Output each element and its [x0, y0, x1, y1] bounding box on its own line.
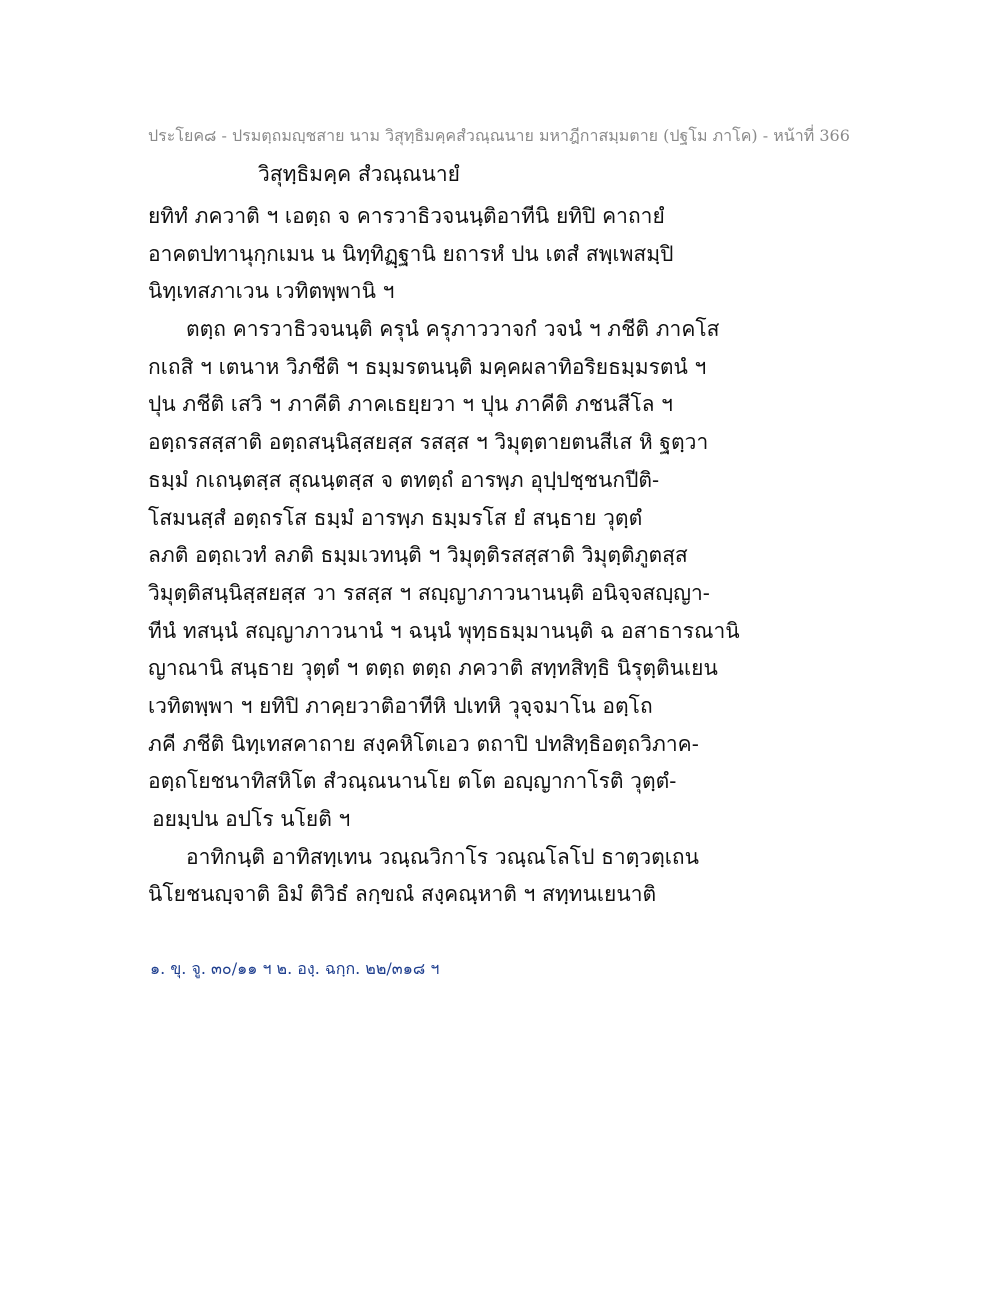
text-line: โสมนสฺสํ อตฺถรโส ธมฺมํ อารพฺภ ธมฺมรโส ยํ สนฺธาย วุตฺตํ [148, 505, 643, 530]
text-line: เวทิตพฺพา ฯ ยทิปิ ภาคฺยวาติอาทีหิ ปเทหิ วุจฺจมาโน อตฺโถ [148, 693, 653, 718]
text-line: กเถสิ ฯ เตนาห วิภชีติ ฯ ธมฺมรตนนฺติ มคฺคผลาทิอริยธมฺมรตนํ ฯ [148, 354, 707, 379]
paragraph-first-line: อาทิกนฺติ อาทิสทฺเทน วณฺณวิกาโร วณฺณโลโป ธาตฺวตฺเถน [186, 844, 699, 869]
text-line: อตฺถรสสฺสาติ อตฺถสนฺนิสฺสยสฺส รสสฺส ฯ วิมุตฺตายตนสีเส หิ ฐตฺวา [148, 430, 709, 455]
text-line: นิโยชนญฺจาติ อิมํ ติวิธํ ลกฺขณํ สงฺคณฺหาติ ฯ สทฺทนเยนาติ [148, 882, 657, 907]
text-line: ปุน ภชีติ เสวิ ฯ ภาคีติ ภาคเธยฺยวา ฯ ปุน ภาคีติ ภชนสีโล ฯ [148, 392, 673, 417]
body-text [148, 198, 868, 914]
footnote: ๑. ขุ. จู. ๓๐/๑๑ ฯ ๒. องฺ. ฉกฺก. ๒๒/๓๑๘ ฯ [150, 959, 440, 978]
text-line: ญาณานิ สนฺธาย วุตฺตํ ฯ ตตฺถ ตตฺถ ภควาติ สทฺทสิทฺธิ นิรุตฺตินเยน [148, 656, 718, 681]
text-line: ทีนํ ทสนฺนํ สญฺญาภาวนานํ ฯ ฉนฺนํ พุทฺธธมฺมานนฺติ ฉ อสาธารณานิ [148, 618, 740, 643]
text-line: ลภติ อตฺถเวทํ ลภติ ธมฺมเวทนฺติ ฯ วิมุตฺติรสสฺสาติ วิมุตฺติภูตสฺส [148, 543, 688, 568]
text-line: ภคี ภชีติ นิทฺเทสคาถาย สงฺคหิโตเอว ตถาปิ ปทสิทฺธิอตฺถวิภาค- [148, 731, 699, 756]
text-line: อาคตปทานุกฺกเมน น นิทฺทิฏฺฐานิ ยถารหํ ปน เตสํ สพฺเพสมฺปิ [148, 241, 674, 266]
page-running-header: ประโยค๘ - ปรมตฺถมญฺชสาย นาม วิสุทฺธิมคฺคสํวณฺณนาย มหาฎีกาสมฺมตาย (ปฐโม ภาโค) - หน้าที่ 366 [148, 126, 850, 145]
text-line: ยทิทํ ภควาติ ฯ เอตฺถ จ คารวาธิวจนนฺติอาทีนิ ยทิปิ คาถายํ [148, 204, 665, 228]
text-line: อตฺถโยชนาทิสหิโต สํวณฺณนานโย ตโต อญฺญากาโรติ วุตฺตํ- [148, 769, 677, 794]
book-title: วิสุทฺธิมคฺค สํวณฺณนายํ [258, 162, 460, 186]
text-line: วิมุตฺติสนฺนิสฺสยสฺส วา รสสฺส ฯ สญฺญาภาวนานนฺติ อนิจฺจสญฺญา- [148, 580, 710, 605]
paragraph-first-line: ตตฺถ คารวาธิวจนนฺติ ครุนํ ครุภาววาจกํ วจนํ ฯ ภชีติ ภาคโส [186, 317, 720, 342]
text-line: อยมฺปน อปโร นโยติ ฯ [152, 807, 351, 831]
text-line: ธมฺมํ กเถนฺตสฺส สุณนฺตสฺส จ ตทตฺถํ อารพฺภ อุปฺปชฺชนกปีติ- [148, 467, 660, 492]
text-line: นิทฺเทสภาเวน เวทิตพฺพานิ ฯ [148, 279, 395, 304]
